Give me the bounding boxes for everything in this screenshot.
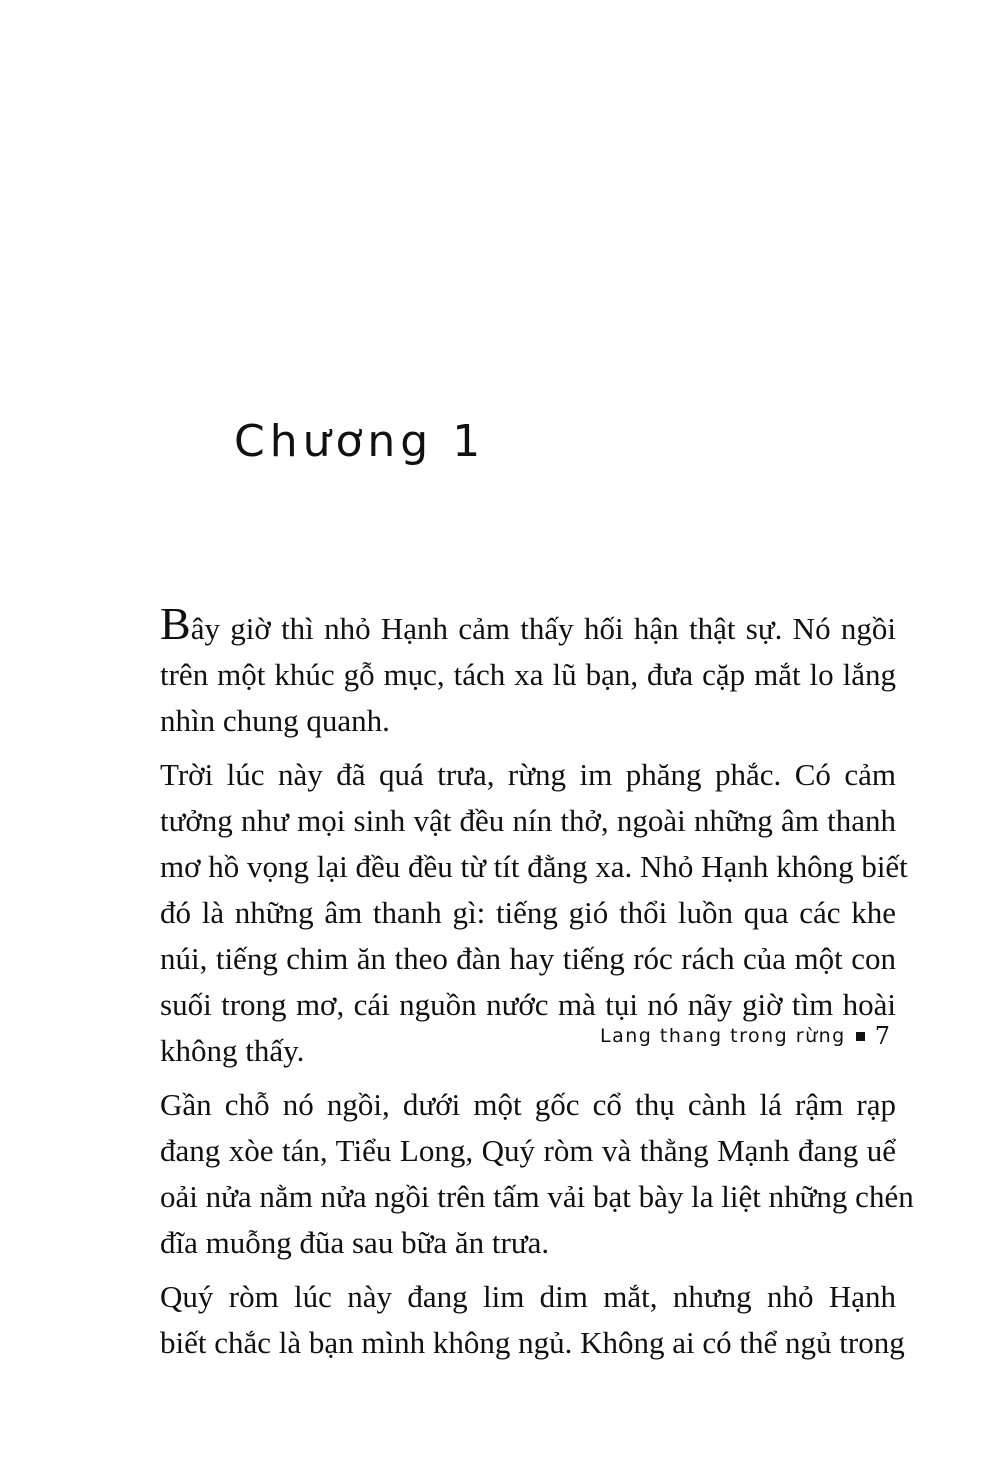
text-line: nhìn chung quanh. — [160, 703, 390, 738]
text-line-content: ây giờ thì nhỏ Hạnh cảm thấy hối hận thật sự. Nó ngồi — [190, 611, 896, 646]
text-line — [160, 598, 896, 652]
text-line: oải nửa nằm nửa ngồi trên tấm vải bạt bày la liệt những chén — [160, 1179, 914, 1214]
text-line: mơ hồ vọng lại đều đều từ tít đằng xa. Nhỏ Hạnh không biết — [160, 849, 908, 884]
text-line: suối trong mơ, cái nguồn nước mà tụi nó nãy giờ tìm hoài — [160, 987, 896, 1022]
text-line: Gần chỗ nó ngồi, dưới một gốc cổ thụ cành lá rậm rạp — [160, 1087, 896, 1122]
text-line: núi, tiếng chim ăn theo đàn hay tiếng róc rách của một con — [160, 941, 896, 976]
drop-cap: B — [160, 598, 191, 649]
text-line: đó là những âm thanh gì: tiếng gió thổi luồn qua các khe — [160, 895, 896, 930]
square-bullet-icon — [856, 1032, 865, 1041]
text-line: biết chắc là bạn mình không ngủ. Không ai có thể ngủ trong — [160, 1325, 905, 1360]
page-number: 7 — [874, 1022, 890, 1050]
body-text — [160, 598, 914, 1374]
text-line: Quý ròm lúc này đang lim dim mắt, nhưng nhỏ Hạnh — [160, 1279, 896, 1314]
paragraph-4 — [160, 1274, 905, 1366]
text-line: đĩa muỗng đũa sau bữa ăn trưa. — [160, 1225, 550, 1260]
paragraph-1 — [160, 598, 896, 744]
chapter-title: Chương 1 — [234, 416, 486, 467]
text-line: không thấy. — [160, 1033, 305, 1068]
text-line: Trời lúc này đã quá trưa, rừng im phăng phắc. Có cảm — [160, 757, 896, 792]
text-line: đang xòe tán, Tiểu Long, Quý ròm và thằng Mạnh đang uể — [160, 1133, 896, 1168]
text-line: tưởng như mọi sinh vật đều nín thở, ngoài những âm thanh — [160, 803, 896, 838]
running-title: Lang thang trong rừng — [600, 1025, 846, 1047]
page-footer — [600, 1022, 890, 1050]
paragraph-3 — [160, 1082, 914, 1266]
text-line: trên một khúc gỗ mục, tách xa lũ bạn, đưa cặp mắt lo lắng — [160, 657, 896, 692]
